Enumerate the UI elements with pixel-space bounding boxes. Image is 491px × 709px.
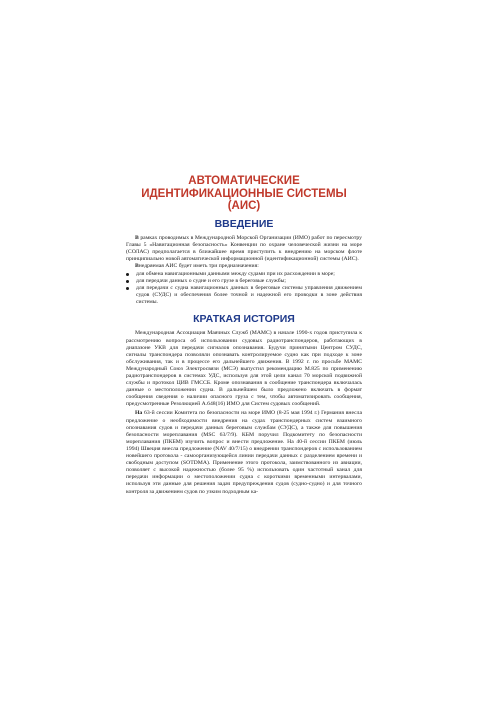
intro-paragraph-1-text: рамках проводимых в Международной Морской Организации (ИМО) работ по пересмотру Главы 5 «Навигационная безопасность» Конвенции по охране человеческой жизни на море (СОЛАС) предполагается в ближайшее время приступить к внедрению на морском флоте принципиально новой автоматической информационной (идентификационной) системы (АИС). [126,234,362,262]
purpose-list-item [126,285,362,306]
intro-paragraph-1-lead: В [135,234,139,241]
purpose-list-item-text: для передачи данных о судне и его грузе в береговые службы; [136,278,286,285]
purpose-list-item [126,271,362,278]
intro-paragraph-2-lead: В [135,262,139,269]
history-paragraph-1: Международная Ассоциация Маячных Служб (МАМС) в начале 1990-х годов приступила к рассмотрению вопроса об использовании судовых радиотранспондеров, работающих в диапазоне УКВ для передачи сигналов опознавания. Будучи принятыми Центром СУДС, сигналы транспондера позволяли опознавать контролируемое судно как при подходе к зоне обслуживания, так и в процессе его дальнейшего движения. В 1992 г. по просьбе МАМС Международный Союз Электросвязи (МСЭ) выпустил рекомендацию М.825 по применению радиотранспондеров в системах УДС, используя для этой цели канал 70 морской подвижной службы и протокол ЦИВ ГМССБ. Кроме опознавания в сообщение транспондера включалась данные о местоположении судна. В дальнейшем было предложено включать в формат сообщения сведения о наличии опасного груза с тем, чтобы автоматизировать сообщения, предусмотренные Резолюцией A.648(16) ИМО для Систем судовых сообщений. [126,330,362,408]
document-content [126,175,362,496]
bullet-icon [126,273,129,276]
intro-heading: ВВЕДЕНИЕ [214,217,274,230]
main-title [126,175,362,213]
main-title-line-1: АВТОМАТИЧЕСКИЕ [188,175,300,187]
intro-paragraph-2-text: недряемая АИС будет иметь три предназначения: [138,262,259,269]
main-title-line-2: ИДЕНТИФИКАЦИОННЫЕ СИСТЕМЫ (АИС) [141,187,347,212]
purpose-list-item-text: для обмена навигационными данными между судами при их расхождении в море; [136,270,335,277]
purpose-list [126,271,362,306]
history-paragraph-2-text: 63-й сессии Комитета по безопасности на море ИМО (8-25 мая 1994 г.) Германия внесла предложение о необходимости внедрения на судах транспондерных систем взаимного опознавания судов и передачи данных береговым службам (СУДС), а также для повышения безопасности мореплавания (MSC 63/7/9). КБМ поручил Подкомитету по безопасности мореплавания (ПКБМ) изучить вопрос и внести предложение. На 40-й сессии ПКБМ (июль 1994) Швеция внесла предложение (NAV 40/7/15) о внедрении транспондеров с использованием новейшего протокола - самоорганизующейся линии передачи данных с разделением времени и свободным доступом (SOTDMA). Применение этого протокола, заимствованного из авиации, позволяет с высокой надежностью (более 95 %) использовать один частотный канал для передачи информации о местоположении судна с короткими временными интервалами, используя эти данные для решения задач предупреждения судов (судно-судно) и для точного контроля за движением судов по узким подходным ка- [126,410,362,495]
intro-paragraph-1 [126,235,362,263]
bullet-icon [126,280,129,283]
purpose-list-item-text: для передачи с судна навигационных данных в береговые системы управления движением судов (СУДС) и обеспечения более точной и надежной его проводки в зоне действия системы. [136,285,362,306]
intro-paragraph-2 [126,263,362,270]
history-paragraph-2 [126,410,362,495]
history-paragraph-2-lead: На [135,410,143,417]
history-heading: КРАТКАЯ ИСТОРИЯ [193,313,295,326]
bullet-icon [126,287,129,290]
